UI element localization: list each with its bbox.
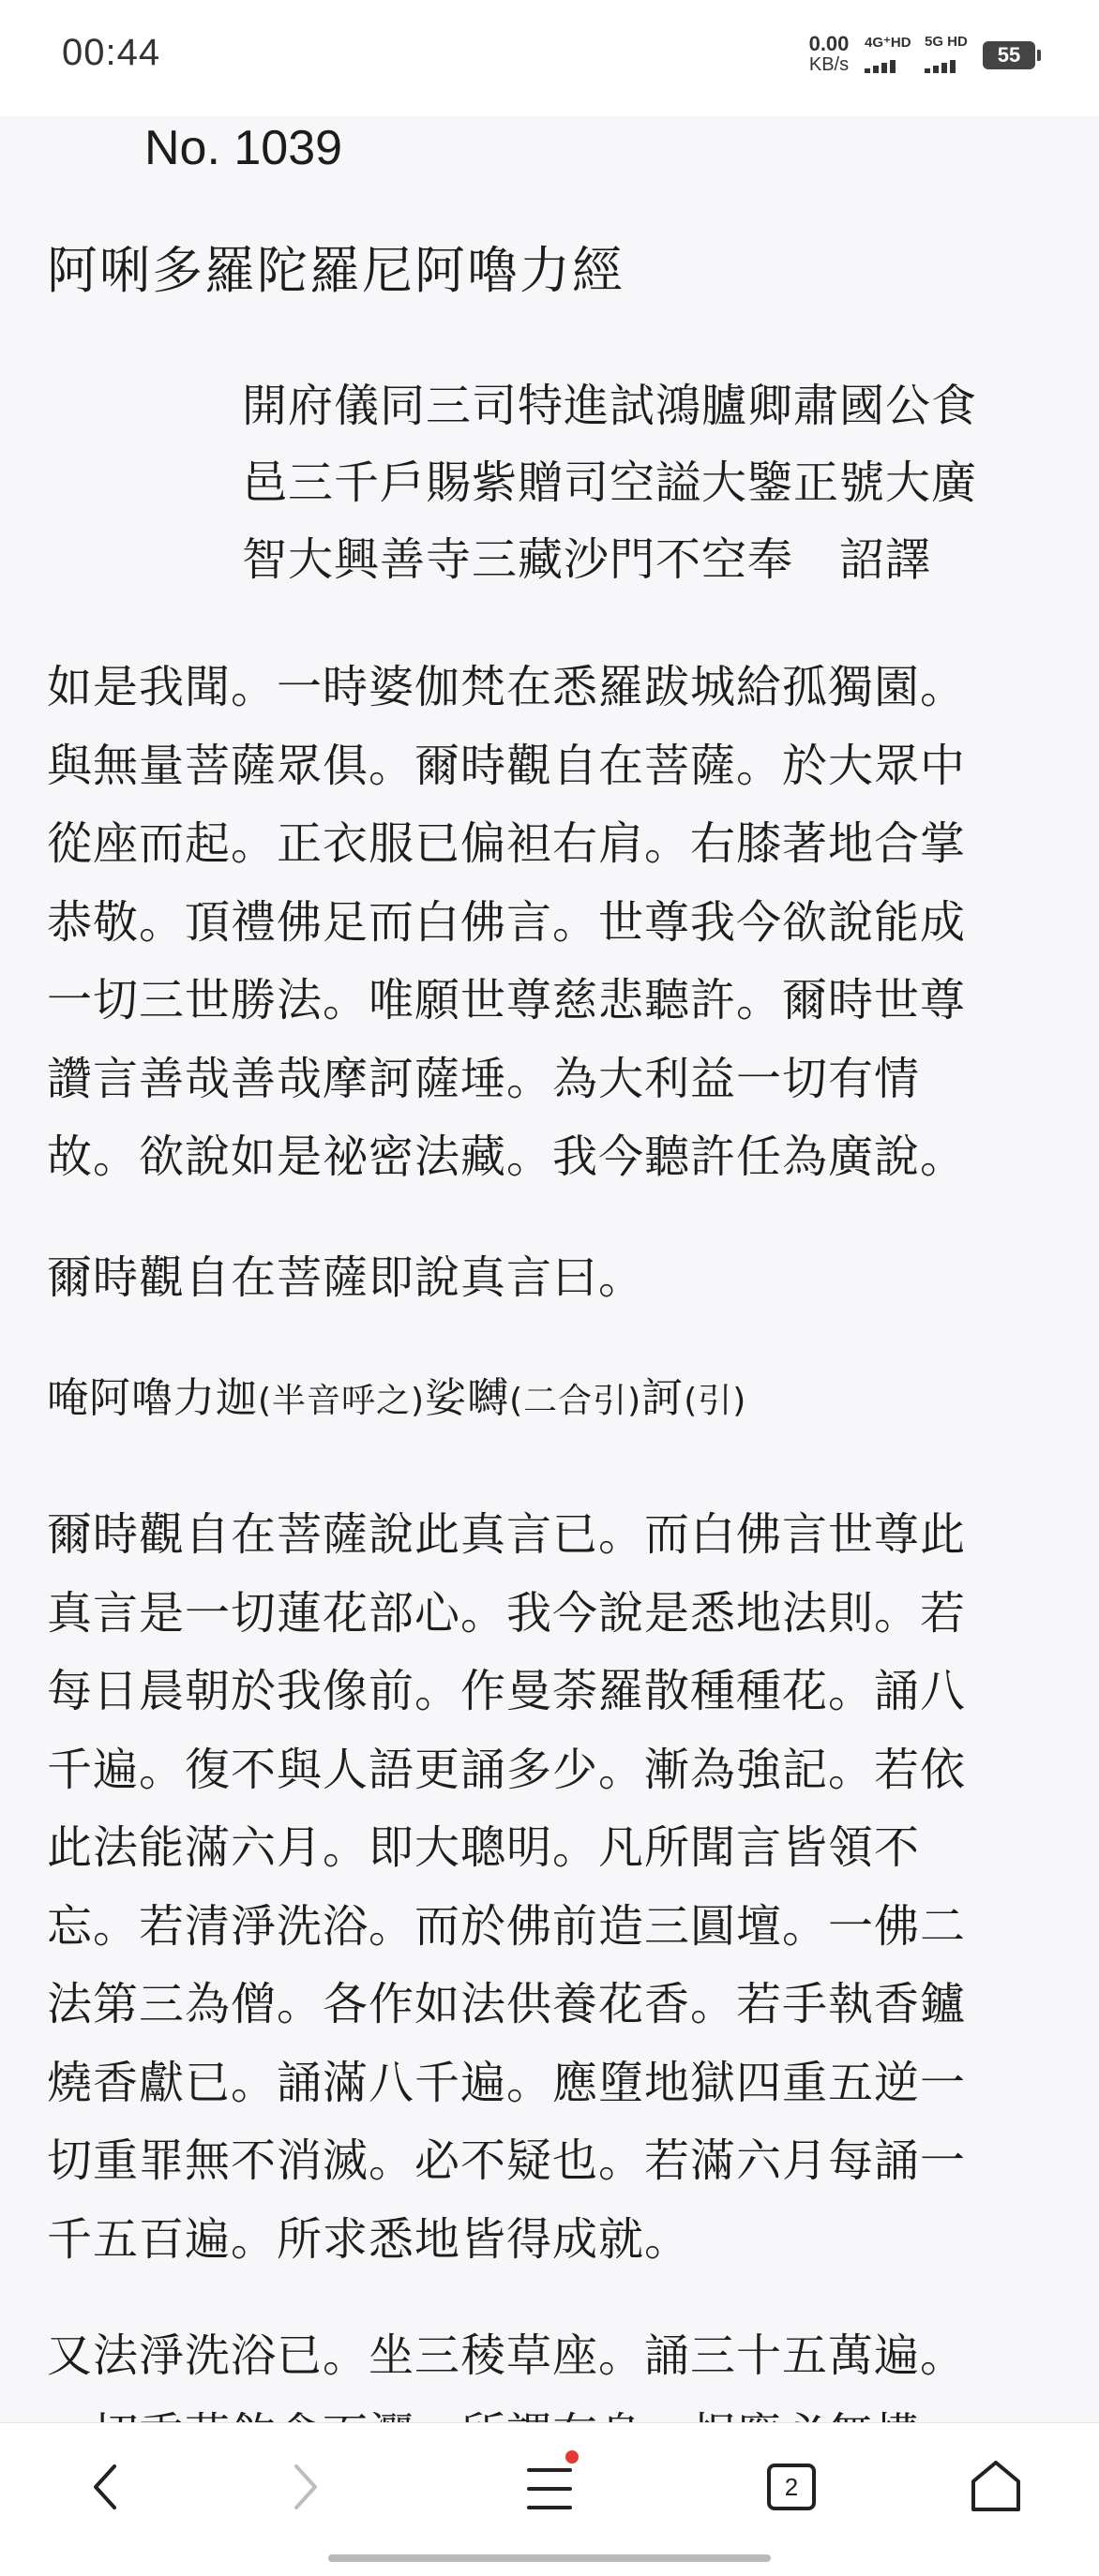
signal-4g-icon [865, 34, 921, 75]
menu-button[interactable] [504, 2449, 595, 2524]
home-icon [951, 2449, 1041, 2524]
text-line: 千五百遍。所求悉地皆得成就。 [47, 2212, 691, 2266]
network-speed-value: 0.00 [808, 32, 850, 55]
paragraph-ritual [47, 1496, 1078, 2279]
translator-credit [242, 367, 1067, 598]
text-line: 與無量菩薩眾俱。爾時觀自在菩薩。於大眾中 [47, 739, 967, 792]
text-line: 恭敬。頂禮佛足而白佛言。世尊我今欲說能成 [47, 895, 967, 949]
text-line: 一切三世勝法。唯願世尊慈悲聽許。爾時世尊 [47, 974, 967, 1026]
document-number: No. 1039 [144, 121, 343, 175]
mantra-note: (二合引) [509, 1382, 642, 1420]
paragraph-intro [47, 649, 1078, 1197]
network-speed-unit: KB/s [808, 54, 850, 75]
home-button[interactable] [951, 2449, 1041, 2524]
text-line: 千遍。復不與人語更誦多少。漸為強記。若依 [47, 1743, 967, 1796]
text-line: 每日晨朝於我像前。作曼荼羅散種種花。誦八 [47, 1665, 967, 1717]
signal-5g-label: 5G HD [925, 34, 968, 50]
text-line: 燒香獻已。誦滿八千遍。應墮地獄四重五逆一 [47, 2056, 967, 2109]
text-line: 從座而起。正衣服已偏袒右肩。右膝著地合掌 [47, 817, 967, 870]
home-indicator[interactable] [328, 2554, 771, 2562]
browser-bottom-bar [0, 2422, 1099, 2576]
text-line: 真言是一切蓮花部心。我今說是悉地法則。若 [47, 1586, 967, 1640]
mantra-note: (引) [684, 1382, 747, 1420]
mantra-text: 訶 [641, 1374, 685, 1422]
text-line: 爾時觀自在菩薩說此真言已。而白佛言世尊此 [47, 1508, 967, 1561]
reader-content[interactable] [0, 116, 1099, 2422]
paragraph-mantra-intro [47, 1239, 1078, 1318]
menu-icon [504, 2449, 595, 2524]
mantra-line [47, 1361, 746, 1439]
text-line: 如是我聞。一時婆伽梵在悉羅跋城給孤獨園。 [47, 661, 967, 713]
signal-5g-icon [925, 34, 977, 75]
translator-line: 智大興善寺三藏沙門不空奉 詔譯 [242, 533, 932, 586]
sutra-title: 阿唎多羅陀羅尼阿嚕力經 [47, 241, 625, 300]
network-speed [803, 34, 855, 75]
text-line: 忘。若清淨洗浴。而於佛前造三圓壇。一佛二 [47, 1899, 967, 1953]
forward-button[interactable] [261, 2449, 351, 2524]
tab-count: 2 [784, 2473, 799, 2501]
back-button[interactable] [60, 2449, 150, 2524]
text-line: 爾時觀自在菩薩即說真言曰。 [47, 1251, 645, 1304]
text-line: 讚言善哉善哉摩訶薩埵。為大利益一切有情 [47, 1052, 921, 1105]
text-line: 故。欲說如是祕密法藏。我今聽許任為廣說。 [47, 1131, 967, 1183]
notification-dot-icon [565, 2450, 579, 2464]
translator-line: 開府儀同三司特進試鴻臚卿肅國公食 [242, 380, 978, 432]
status-time: 00:44 [62, 32, 161, 73]
battery-icon: 55 [983, 41, 1035, 69]
text-line: 又法淨洗浴已。坐三稜草座。誦三十五萬遍。 [47, 2329, 967, 2382]
tabs-button[interactable] [745, 2449, 835, 2524]
chevron-right-icon [287, 2461, 324, 2513]
translator-line: 邑三千戶賜紫贈司空謚大鑒正號大廣 [242, 457, 978, 509]
mantra-note: (半音呼之) [258, 1382, 426, 1420]
signal-4g-label: 4G⁺HD [865, 35, 911, 51]
text-line: 切重罪無不消滅。必不疑也。若滿六月每誦一 [47, 2134, 967, 2187]
mantra-text: 唵阿嚕力迦 [47, 1374, 258, 1422]
text-line: 法第三為僧。各作如法供養花香。若手執香鑪 [47, 1978, 967, 2030]
status-bar [0, 0, 1099, 116]
chevron-left-icon [86, 2461, 124, 2513]
mantra-text: 娑嚩 [425, 1374, 510, 1422]
text-line: 此法能滿六月。即大聰明。凡所聞言皆領不 [47, 1821, 921, 1874]
